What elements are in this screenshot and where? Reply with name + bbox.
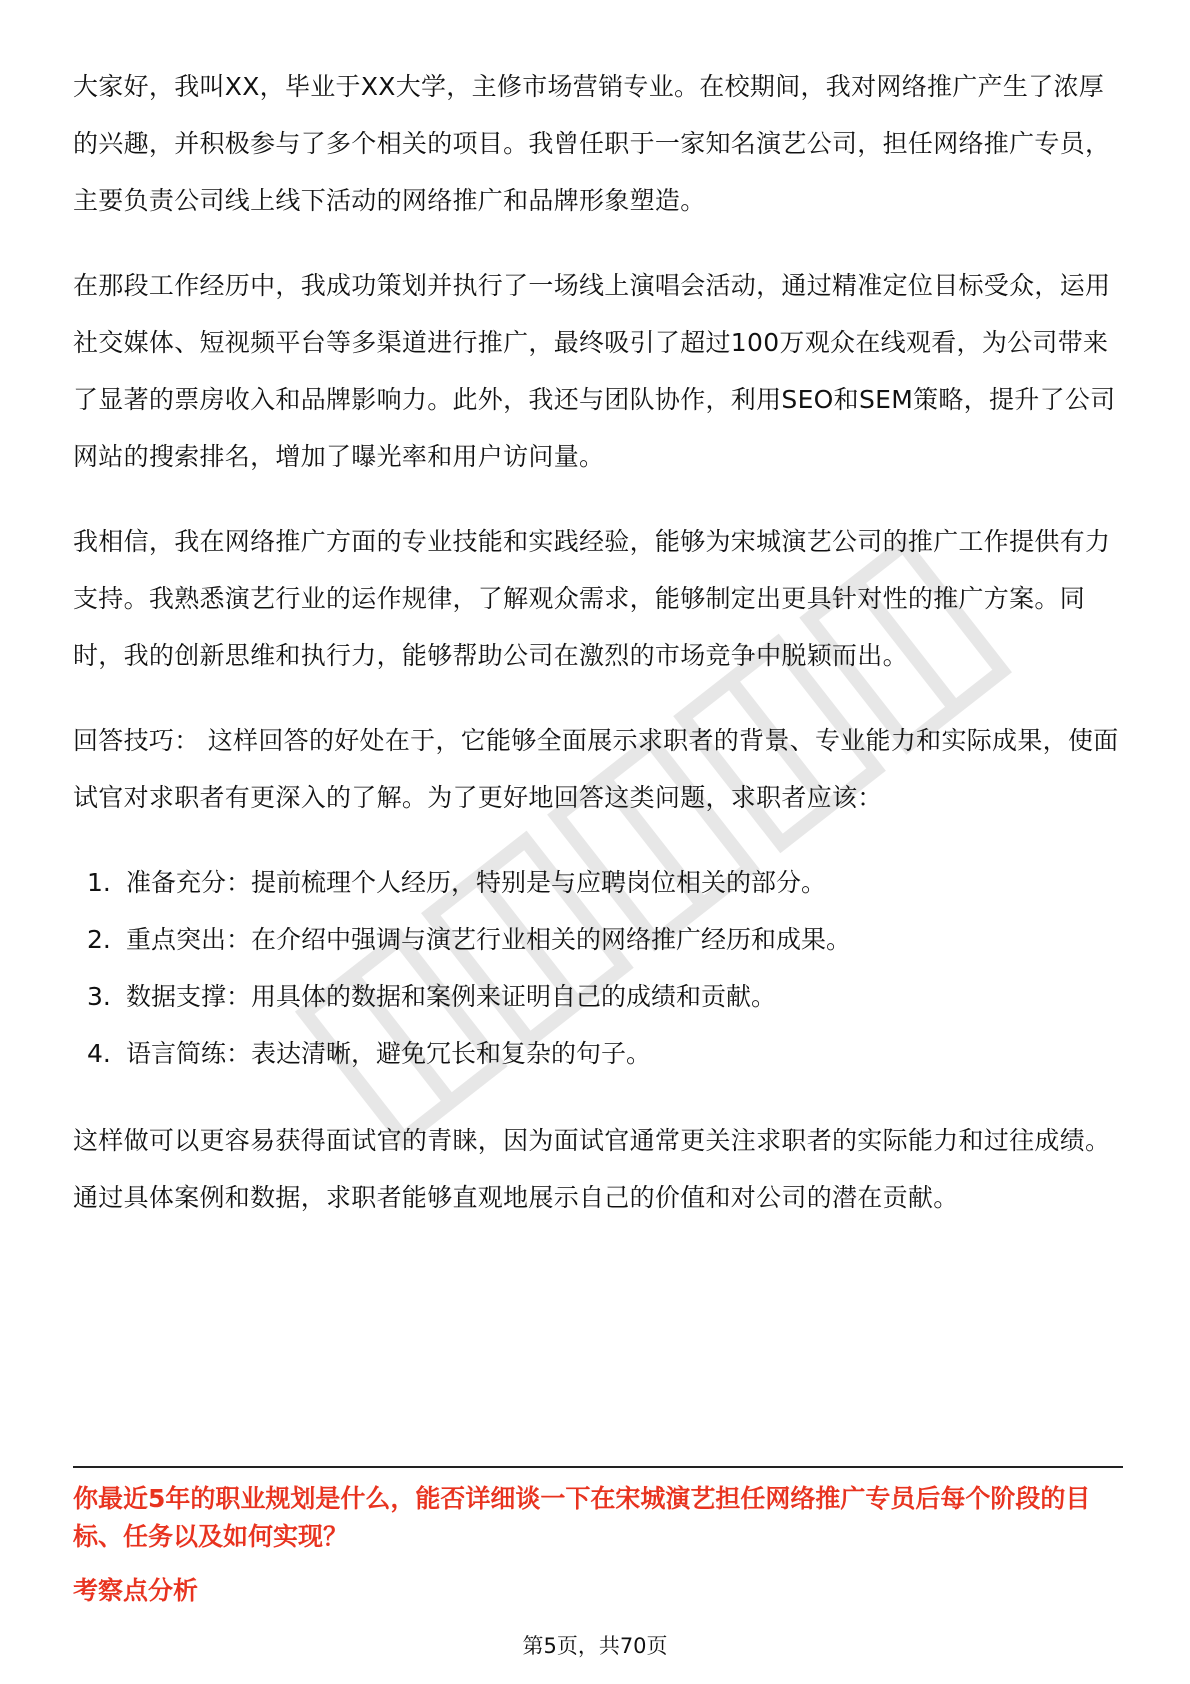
list-item [73, 968, 1123, 1025]
tips-list [73, 854, 1123, 1082]
list-item-number: 3. [87, 982, 111, 1011]
paragraph-closing: 这样做可以更容易获得面试官的青睐，因为面试官通常更关注求职者的实际能力和过往成绩。通过具体案例和数据，求职者能够直观地展示自己的价值和对公司的潜在贡献。 [73, 1126, 1111, 1212]
list-item-number: 1. [87, 868, 111, 897]
list-item-text: 重点突出：在介绍中强调与演艺行业相关的网络推广经历和成果。 [126, 925, 852, 954]
paragraph-experience: 在那段工作经历中，我成功策划并执行了一场线上演唱会活动，通过精准定位目标受众，运用社交媒体、短视频平台等多渠道进行推广，最终吸引了超过100万观众在线观看，为公司带来了显著的票房收入和品牌影响力。此外，我还与团队协作，利用SEO和SEM策略，提升了公司网站的搜索排名，增加了曝光率和用户访问量。 [73, 271, 1116, 471]
analysis-heading: 考察点分析 [73, 1576, 199, 1605]
list-item-number: 4. [87, 1039, 111, 1068]
paragraph-belief: 我相信，我在网络推广方面的专业技能和实践经验，能够为宋城演艺公司的推广工作提供有力支持。我熟悉演艺行业的运作规律，了解观众需求，能够制定出更具针对性的推广方案。同时，我的创新思维和执行力，能够帮助公司在激烈的市场竞争中脱颖而出。 [73, 527, 1111, 670]
main-content [73, 58, 1123, 1254]
list-item [73, 854, 1123, 911]
list-item-number: 2. [87, 925, 111, 954]
paragraph-answer-tips: 回答技巧： 这样回答的好处在于，它能够全面展示求职者的背景、专业能力和实际成果，使面试官对求职者有更深入的了解。为了更好地回答这类问题，求职者应该： [73, 726, 1119, 812]
paragraph-intro: 大家好，我叫XX，毕业于XX大学，主修市场营销专业。在校期间，我对网络推广产生了浓厚的兴趣，并积极参与了多个相关的项目。我曾任职于一家知名演艺公司，担任网络推广专员，主要负责公司线上线下活动的网络推广和品牌形象塑造。 [73, 72, 1111, 215]
page-footer: 第5页，共70页 [522, 1634, 668, 1658]
section-divider [73, 1466, 1123, 1468]
list-item-text: 准备充分：提前梳理个人经历，特别是与应聘岗位相关的部分。 [126, 868, 827, 897]
next-question-heading: 你最近5年的职业规划是什么，能否详细谈一下在宋城演艺担任网络推广专员后每个阶段的目标、任务以及如何实现？ [73, 1484, 1091, 1551]
list-item-text: 语言简练：表达清晰，避免冗长和复杂的句子。 [126, 1039, 652, 1068]
list-item [73, 1025, 1123, 1082]
list-item [73, 911, 1123, 968]
list-item-text: 数据支撑：用具体的数据和案例来证明自己的成绩和贡献。 [126, 982, 777, 1011]
